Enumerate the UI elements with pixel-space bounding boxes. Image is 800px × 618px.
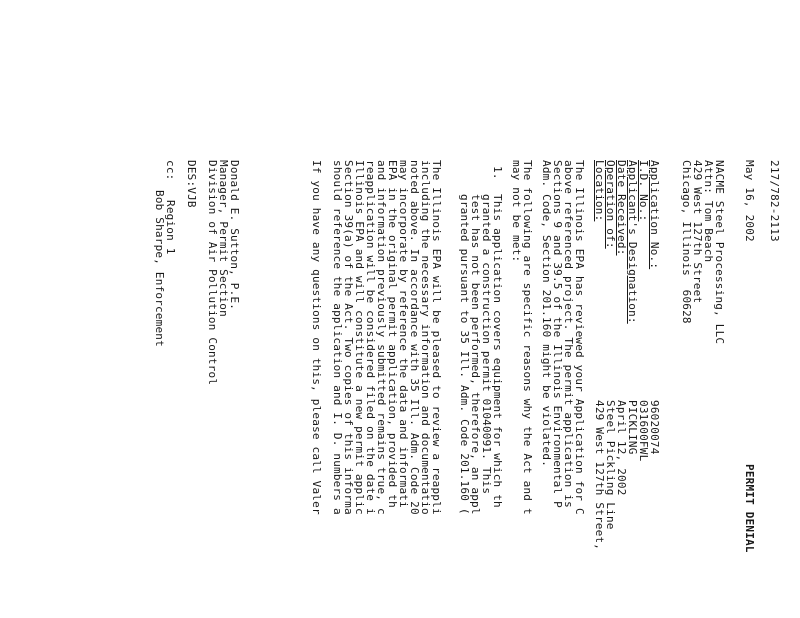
- body-line: and information previously submitted remains true, c: [375, 160, 388, 515]
- address-line: Chicago, Illinois 60628: [680, 160, 693, 324]
- body-line: granted a construction permit 01040091. This: [480, 194, 493, 495]
- signer-name: Donald E. Sutton, P.E.: [228, 160, 241, 311]
- body-line: Section 39(a) of the Act. Two copies of this informa: [342, 160, 355, 515]
- body-line: The Illinois EPA has reviewed your Application for C: [573, 160, 586, 515]
- cc-recipient: Bob Sharpe, Enforcement: [153, 190, 166, 347]
- field-label: Location:: [593, 160, 606, 222]
- cc-label: cc:: [164, 160, 177, 181]
- letter-title: PERMIT DENIAL: [743, 464, 756, 553]
- field-label: Operation of:: [604, 160, 617, 249]
- body-line: noted above. In accordance with 35 Ill. Adm. Code 20: [408, 160, 421, 515]
- body-line: The Illinois EPA will be pleased to review a reappli: [430, 160, 443, 515]
- letter-date: May 16, 2002: [743, 160, 756, 242]
- field-value: PICKLING: [626, 400, 639, 455]
- questions-line: If you have any questions on this, please call Valer: [310, 160, 323, 515]
- signer-division: Division of Air Pollution Control: [206, 160, 219, 386]
- field-value: Steel Pickling Line: [604, 400, 617, 530]
- initials: DES:VJB: [185, 160, 198, 208]
- body-line: Adm. Code, Section 201.160 might be violated.: [540, 160, 553, 468]
- body-line: Sections 9 and 39.5 of the Illinois Environmental P: [551, 160, 564, 508]
- body-line: above referenced project. The permit application is: [562, 160, 575, 508]
- field-value: 031600FWL: [637, 400, 650, 462]
- body-line: including the necessary information and documentatio: [419, 160, 432, 515]
- body-line: reapplication will be considered filed on the date i: [364, 160, 377, 515]
- field-value: 429 West 127th Street,: [593, 400, 606, 551]
- item-number: 1.: [491, 166, 504, 180]
- field-value: April 12, 2002: [615, 400, 628, 496]
- address-line: Attn: Tom Beach: [702, 160, 715, 263]
- signer-title: Manager, Permit Section: [217, 160, 230, 317]
- body-line: should reference the application and I. D. numbers a: [331, 160, 344, 515]
- body-line: may not be met:: [510, 160, 523, 263]
- address-line: NACME Steel Processing, LLC: [713, 160, 726, 345]
- phone-number: 217/782-2113: [768, 160, 781, 242]
- body-line: granted pursuant to 35 Ill. Adm. Code 201.160 (: [458, 194, 471, 515]
- field-label: Application No.:: [648, 160, 661, 270]
- cc-recipient: Region 1: [164, 200, 177, 255]
- body-line: EPA in the original permit application, provided th: [386, 160, 399, 508]
- body-line: Illinois EPA and will constitute a new permit applic: [353, 160, 366, 515]
- body-line: This application covers equipment for which th: [491, 194, 504, 508]
- field-label: Date Received:: [615, 160, 628, 256]
- field-value: 96020074: [648, 400, 661, 455]
- address-line: 429 West 127th Street: [691, 160, 704, 304]
- field-label: Applicant's Designation:: [626, 160, 639, 324]
- body-line: The following are specific reasons why the Act and t: [521, 160, 534, 515]
- field-label: I.D. No.:: [637, 160, 650, 222]
- body-line: test has not been performed, therefore, an appl: [469, 194, 482, 515]
- body-line: may incorporate by reference the data and informati: [397, 160, 410, 508]
